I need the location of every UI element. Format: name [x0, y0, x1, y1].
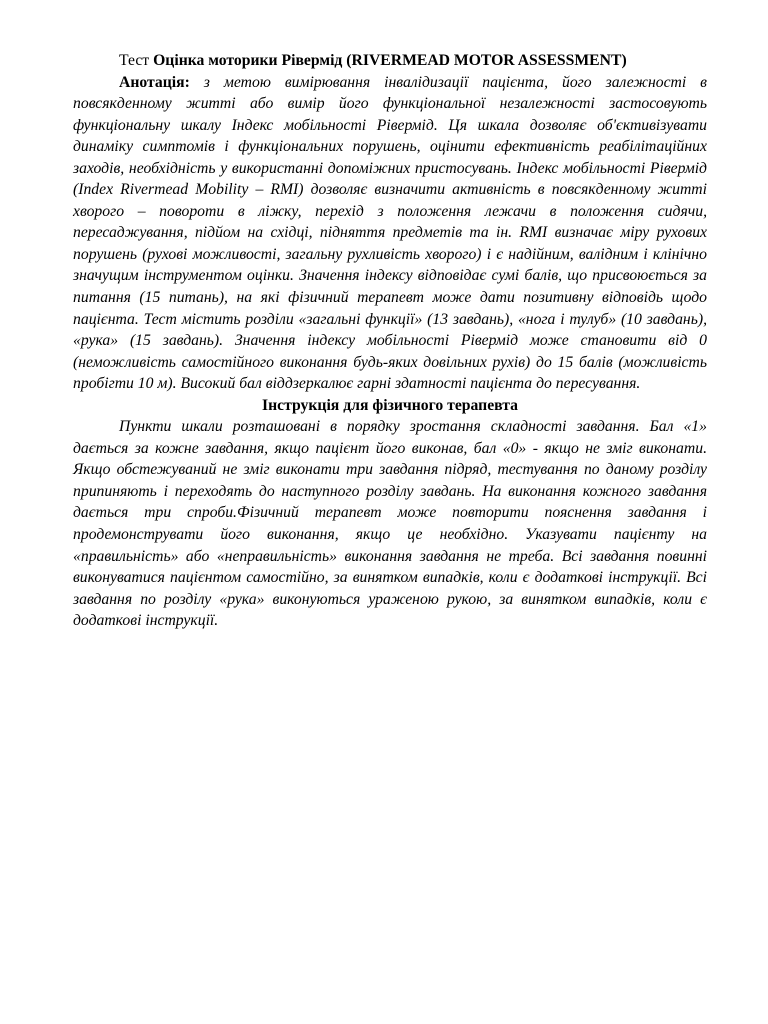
- title-prefix: Тест: [119, 52, 154, 69]
- instructions-paragraph: Пункти шкали розташовані в порядку зростання складності завдання. Бал «1» дається за кожне завдання, якщо пацієнт його виконав, бал «0» - якщо не зміг виконати. Якщо обстежуваний не зміг виконати три завдання підряд, тестування по даному розділу припиняють і переходять до наступного розділу завдань. На виконання кожного завдання дається три спроби.Фізичний терапевт може повторити пояснення завдання і продемонструвати його виконання, якщо це необхідно. Указувати пацієнту на «правильність» або «неправильність» виконання завдання не треба. Всі завдання повинні виконуватися пацієнтом самостійно, за винятком випадків, коли є додаткові інструкції. Всі завдання по розділу «рука» виконуються ураженою рукою, за винятком випадків, коли є додаткові інструкції.: [73, 418, 707, 630]
- abstract-paragraph: [73, 72, 707, 395]
- abstract-label: Анотація:: [119, 73, 190, 91]
- abstract-text: з метою вимірювання інвалідизації пацієнта, його залежності в повсякденному житті або вимір його функціональної незалежності застосовують функціональну шкалу Індекс мобільності Рівермід. Ця шкала дозволяє об'єктивізувати динаміку симптомів і функціональних порушень, оцінити ефективність реабілітаційних заходів, необхідність у використанні допоміжних пристосувань. Індекс мобільності Рівермід (Index Rivermead Mobility – RMI) дозволяє визначити активність в повсякденному житті хворого – повороти в ліжку, перехід з положення лежачи в положення сидячи, пересаджування, підйом на східці, підняття предметів та ін. RMI визначає міру рухових порушень (рухові можливості, загальну рухливість хворого) і є надійним, валідним і клінічно значущим інструментом оцінки. Значення індексу відповідає сумі балів, що присвоюється за питання (15 питань), на які фізичний терапевт може дати позитивну відповідь щодо пацієнта. Тест містить розділи «загальні функції» (13 завдань), «нога і тулуб» (10 завдань), «рука» (15 завдань). Значення індексу мобільності Рівермід може становити від 0 (неможливість самостійного виконання будь-яких довільних рухів) до 15 балів (можливість пробігти 10 м). Високий бал віддзеркалює гарні здатності пацієнта до пересування.: [73, 73, 707, 393]
- instructions-heading: Інструкція для фізичного терапевта: [262, 396, 518, 414]
- document-body: [73, 50, 707, 632]
- document-title: [73, 50, 707, 72]
- title-bold: Оцінка моторики Рівермід (RIVERMEAD MOTOR ASSESSMENT): [153, 52, 627, 69]
